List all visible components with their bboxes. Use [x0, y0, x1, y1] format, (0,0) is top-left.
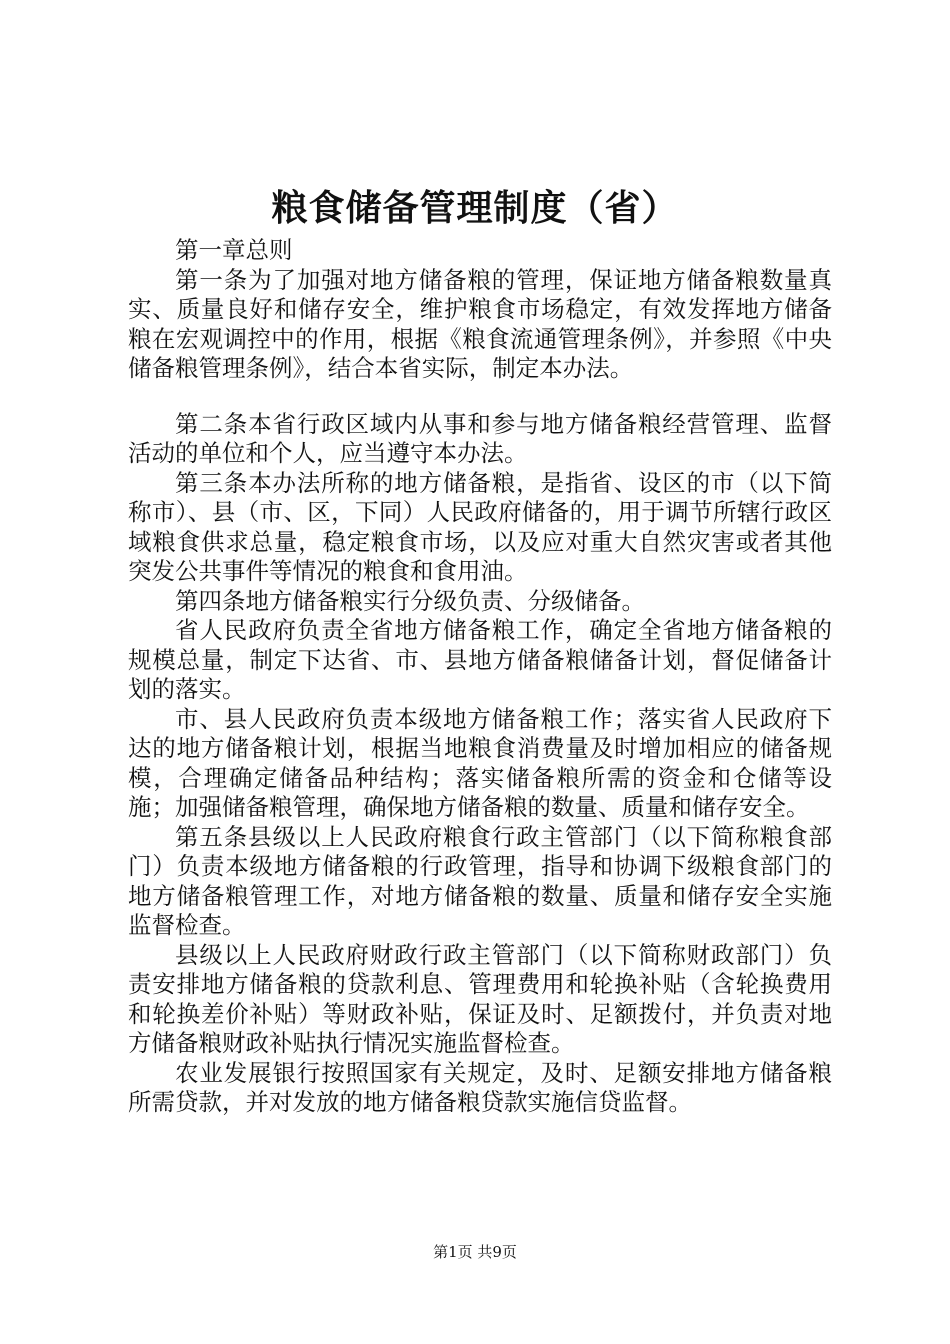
article-2-paragraph: 第二条本省行政区域内从事和参与地方储备粮经营管理、监督活动的单位和个人，应当遵守本办法。 — [128, 409, 832, 467]
document-title: 粮食储备管理制度（省） — [271, 187, 679, 229]
article-1-paragraph: 第一条为了加强对地方储备粮的管理，保证地方储备粮数量真实、质量良好和储存安全，维护粮食市场稳定，有效发挥地方储备粮在宏观调控中的作用，根据《粮食流通管理条例》，并参照《中央储备粮管理条例》，结合本省实际，制定本办法。 — [128, 265, 832, 382]
city-county-duty-paragraph: 市、县人民政府负责本级地方储备粮工作；落实省人民政府下达的地方储备粮计划，根据当地粮食消费量及时增加相应的储备规模，合理确定储备品种结构；落实储备粮所需的资金和仓储等设施；加强储备粮管理，确保地方储备粮的数量、质量和储存安全。 — [128, 704, 832, 821]
document-body — [128, 236, 832, 1118]
article-5-paragraph: 第五条县级以上人民政府粮食行政主管部门（以下简称粮食部门）负责本级地方储备粮的行政管理，指导和协调下级粮食部门的地方储备粮管理工作，对地方储备粮的数量、质量和储存安全实施监督检查。 — [128, 822, 832, 939]
page-number-footer: 第1页 共9页 — [433, 1243, 517, 1261]
finance-department-paragraph: 县级以上人民政府财政行政主管部门（以下简称财政部门）负责安排地方储备粮的贷款利息、管理费用和轮换补贴（含轮换费用和轮换差价补贴）等财政补贴，保证及时、足额拨付，并负责对地方储备粮财政补贴执行情况实施监督检查。 — [128, 940, 832, 1057]
article-3-paragraph: 第三条本办法所称的地方储备粮，是指省、设区的市（以下简称市）、县（市、区，下同）人民政府储备的，用于调节所辖行政区域粮食供求总量，稳定粮食市场，以及应对重大自然灾害或者其他突发公共事件等情况的粮食和食用油。 — [128, 468, 832, 585]
article-4-paragraph: 第四条地方储备粮实行分级负责、分级储备。 — [175, 586, 645, 615]
agricultural-bank-paragraph: 农业发展银行按照国家有关规定，及时、足额安排地方储备粮所需贷款，并对发放的地方储备粮贷款实施信贷监督。 — [128, 1058, 832, 1116]
province-duty-paragraph: 省人民政府负责全省地方储备粮工作，确定全省地方储备粮的规模总量，制定下达省、市、县地方储备粮储备计划，督促储备计划的落实。 — [128, 616, 832, 703]
chapter-heading: 第一章总则 — [175, 236, 293, 264]
